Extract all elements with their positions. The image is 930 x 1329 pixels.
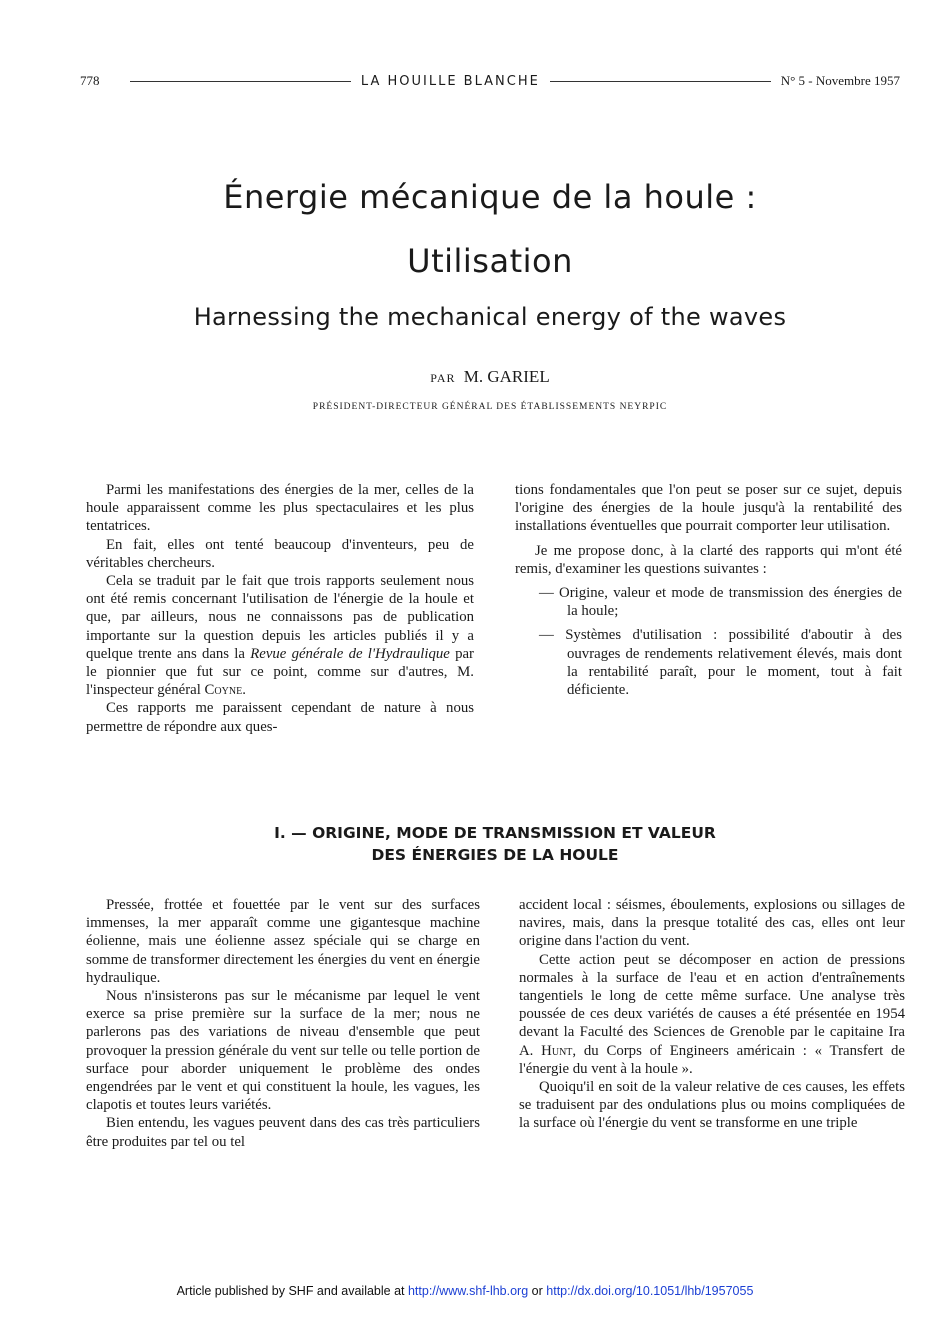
author-prefix: PAR — [430, 371, 456, 385]
paragraph: tions fondamentales que l'on peut se poser sur ce sujet, depuis l'origine des énergies de la houle jusqu'à la rentabilité des installations éventuelles que pourrait comporter leur utilisation. — [515, 482, 902, 535]
section-heading-line1: I. — ORIGINE, MODE DE TRANSMISSION ET VALEUR — [274, 824, 716, 842]
footer-text: Article published by SHF and available at — [176, 1284, 405, 1298]
author-name: M. GARIEL — [463, 367, 550, 386]
publication-footer — [0, 1284, 930, 1298]
paragraph: accident local : séismes, éboulements, explosions ou sillages de navires, mais, dans la presque totalité des cas, elles ont leur origine dans l'action du vent. — [519, 897, 905, 950]
article-title-line2: Utilisation — [407, 242, 573, 280]
paragraph: Nous n'insisterons pas sur le mécanisme par lequel le vent exerce sa prise première sur la surface de la mer; nous ne parlerons pas des variations de niveau d'ensemble que peut provoquer la pression générale du vent sur telle ou telle portion de surface pour aborder uniquement le problème des ondes engendrées par le vent et qui constituent la houle, les vagues, les clapotis et toutes leurs variétés. — [86, 988, 480, 1114]
paragraph: Cette action peut se décomposer en action de pressions normales à la surface de l'eau et en action d'entraînements tangentiels le long de cette même surface. Une analyse très poussée de ces deux variétés de causes a été présentée en 1954 devant la Faculté des Sciences de Grenoble par le capitaine Ira A. Hunt, du Corps of Engineers américain : « Transfert de l'énergie du vent à la houle ». — [519, 951, 905, 1077]
person-name: Coyne — [204, 682, 243, 699]
running-header — [80, 70, 900, 92]
person-name: Hunt — [541, 1042, 573, 1059]
journal-name: LA HOUILLE BLANCHE — [360, 73, 540, 89]
header-rule-left — [130, 81, 351, 82]
header-rule-right — [550, 81, 771, 82]
shf-link[interactable]: http://www.shf-lhb.org — [407, 1284, 529, 1298]
journal-reference: Revue générale de l'Hydraulique — [250, 645, 450, 662]
paragraph: Ces rapports me paraissent cependant de nature à nous permettre de répondre aux ques- — [86, 700, 474, 735]
article-title-line1: Énergie mécanique de la houle : — [223, 178, 757, 216]
paragraph: Quoiqu'il en soit de la valeur relative de ces causes, les effets se traduisent par des ondulations plus ou moins compliquées de la surface où l'énergie du vent se transforme en une triple — [519, 1079, 905, 1132]
list-item: — Origine, valeur et mode de transmission des énergies de la houle; — [539, 585, 902, 620]
section-column-left — [86, 896, 480, 1151]
intro-column-left — [86, 481, 474, 736]
article-title — [0, 165, 930, 293]
doi-link[interactable]: http://dx.doi.org/10.1051/lhb/1957055 — [546, 1284, 754, 1298]
intro-column-right — [515, 481, 902, 699]
section-heading-line2: DES ÉNERGIES DE LA HOULE — [371, 846, 619, 864]
list-item: — Systèmes d'utilisation : possibilité d'aboutir à des ouvrages de rendements relativement élevés, mais dont la rentabilité paraît, pour le moment, tout à fait déficiente. — [539, 627, 902, 699]
article-subtitle: Harnessing the mechanical energy of the waves — [193, 303, 787, 331]
paragraph: Je me propose donc, à la clarté des rapports qui m'ont été remis, d'examiner les questions suivantes : — [515, 542, 902, 577]
author-affiliation: PRÉSIDENT-DIRECTEUR GÉNÉRAL DES ÉTABLISSEMENTS NEYRPIC — [312, 402, 668, 412]
paragraph: Pressée, frottée et fouettée par le vent sur des surfaces immenses, la mer apparaît comme une gigantesque machine éolienne, mais une éolienne assez spéciale qui se charge en somme de transformer directement les énergies du vent en énergie hydraulique. — [86, 897, 480, 986]
paragraph: Parmi les manifestations des énergies de la mer, celles de la houle apparaissent comme les plus spectaculaires et les plus tentatrices. — [86, 482, 474, 535]
section-heading — [0, 822, 930, 866]
paragraph: En fait, elles ont tenté beaucoup d'inventeurs, peu de véritables chercheurs. — [86, 536, 474, 571]
page-number: 778 — [80, 73, 100, 88]
author-line — [0, 367, 930, 387]
section-column-right — [519, 896, 905, 1133]
issue-label: N° 5 - Novembre 1957 — [780, 73, 901, 88]
paragraph: Cela se traduit par le fait que trois rapports seulement nous ont été remis concernant l'utilisation de l'énergie de la houle et que, par ailleurs, nous ne connaissons pas de publication importante sur la question depuis les articles publiés il y a quelque trente ans dans la Revue générale de l'Hydraulique par le pionnier que fut sur ce point, comme sur d'autres, M. l'inspecteur général Coyne. — [86, 573, 474, 699]
footer-text: or — [531, 1284, 543, 1298]
paragraph: Bien entendu, les vagues peuvent dans des cas très particuliers être produites par tel ou tel — [86, 1115, 480, 1150]
